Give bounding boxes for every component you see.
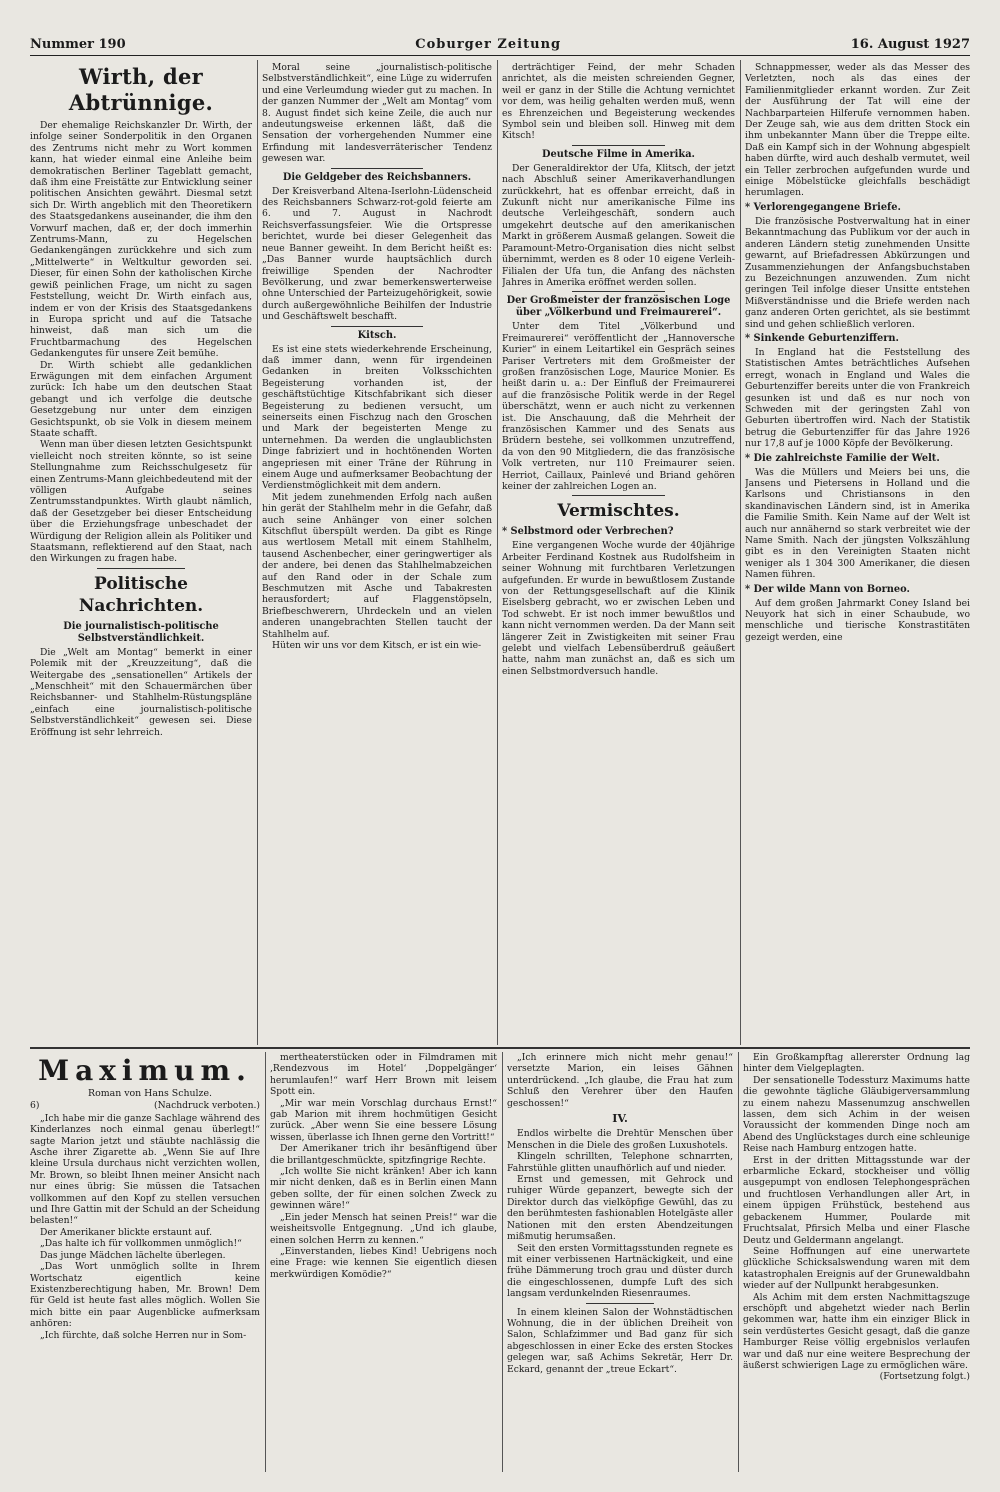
serial-paragraph: Ernst und gemessen, mit Gehrock und ruhiger Würde gepanzert, bewegte sich der Direktor durch das vielköpfige Gewühl, das zu den berühmtesten fashionablen Hotelgäste aller Nationen mit den ersten Abendzeitungen mißmutig herumsaßen.: [507, 1174, 733, 1243]
masthead: [30, 30, 970, 56]
serial-paragraph: Das junge Mädchen lächelte überlegen.: [40, 1249, 226, 1261]
serial-paragraph: „Ein jeder Mensch hat seinen Preis!“ war die weisheitsvolle Entgegnung. „Und ich glaube, einen solchen Herrn zu kennen.“: [270, 1211, 497, 1246]
column-rule: [502, 1052, 503, 1472]
article-paragraph: Eine vergangenen Woche wurde der 40jährige Arbeiter Ferdinand Kostnek aus Rudolfsheim in seiner Wohnung mit furchtbaren Verletzungen aufgefunden. Er wurde in bewußtlosem Zustande von der Rettungsgesellschaft auf die Klinik Eiselsberg gebracht, wo er zwischen Leben und Tod schwebt. Er ist noch immer bewußtlos und kann nicht vernommen werden. Da der Mann seit längerer Zeit in Zwistigkeiten mit seiner Frau gelebt und vielfach Lebensüberdruß geäußert hatte, nahm man zunächst an, daß es sich um einen Selbstmordversuch handle.: [502, 540, 735, 677]
serial-paragraph: „Mir war mein Vorschlag durchaus Ernst!“ gab Marion mit ihrem hochmütigen Gesicht zurück. „Aber wenn Sie eine bessere Lösung wissen, überlasse ich Ihnen gerne den Vortritt!“: [270, 1097, 497, 1143]
article-paragraph: Es ist eine stets wiederkehrende Erscheinung, daß immer dann, wenn für irgendeinen Gedanken in breiten Volksschichten Begeisterung vorhanden ist, der geschäftstüchtige Kitschfabrikant sich dieser Begeisterung zu bedienen versucht, um seinerseits einen Fischzug nach den Groschen und Mark der begeisterten Menge zu unternehmen. Da werden die unglaublichsten Dinge fabriziert und in hochtönenden Worten angepriesen mit einer Träne der Rührung in einem Auge und aufmerksamer Beobachtung der Verdienstmöglichkeit mit dem andern.: [262, 343, 492, 492]
subheading: Die Geldgeber des Reichsbanners.: [282, 171, 472, 183]
column-3: [502, 62, 735, 1042]
article-paragraph: Wenn man über diesen letzten Gesichtspunkt vielleicht noch streiten könnte, so ist seine Stellungnahme zum Reichsschulgesetz für einen Zentrums-Mann gleichbedeutend mit der völligen Aufgabe seines Zentrumsstandpunktes. Wirth glaubt nämlich, daß der Gesetzgeber bei dieser Entscheidung über die Erziehungsfrage unbeschadet der Würdigung der Religion allein als Politiker und Staatsmann, reflektierend auf den Staat, nach den Wirkungen zu fragen habe.: [30, 439, 252, 565]
column-2: [262, 62, 492, 1042]
article-paragraph: Schnappmesser, weder als das Messer des Verletzten, noch als das eines der Familienmitglieder erkannt worden. Zur Zeit der Ausführung der Tat will eine der Nachbarparteien Hilferufe vernommen haben. Der Zeuge sah, wie aus dem dritten Stock ein ihm unbekannter Mann über die Treppe eilte. Daß ein Kampf sich in der Wohnung abgespielt haben dürfte, wird auch deshalb vermutet, weil ein Teller zerbrochen aufgefunden wurde und einige Möbelstücke gleichfalls beschädigt herumlagen.: [745, 62, 970, 199]
serial-paragraph: Erst in der dritten Mittagsstunde war der erbarmliche Eckard, stockheiser und völlig ausgepumpt von endlosen Telephongesprächen und fruchtlosen Verhandlungen aller Art, in einem üppigen Frühstück, bestehend aus gebackenem Hummer, Poularde mit Fruchtsalat, Pfirsich Melba und einer Flasche Deutz und Geldermann angelangt.: [743, 1154, 970, 1246]
subheading: * Verlorengegangene Briefe.: [745, 201, 901, 213]
subheading: * Der wilde Mann von Borneo.: [745, 583, 910, 595]
section-title-misc: Vermischtes.: [557, 501, 680, 522]
article-paragraph: Der Kreisverband Altena-Iserlohn-Lüdenscheid des Reichsbanners Schwarz-rot-gold feierte am 6. und 7. August in Nachrodt Reichsverfassungsfeier. Wie die Ortspresse berichtet, wurde bei dieser Gelegenheit das neue Banner geweiht. In dem Bericht heißt es: „Das Banner wurde hauptsächlich durch freiwillige Spenden der Nachrodter Bevölkerung, und zwar bemerkenswerterweise ohne Unterschied der Parteizugehörigkeit, sowie durch außergewöhnliche Beihilfen der Industrie und Geschäftswelt beschafft.: [262, 185, 492, 323]
serial-paragraph: Der Amerikaner trich ihr besänftigend über die brillantgeschmückte, spitzfingrige Rechte.: [270, 1143, 497, 1166]
column-rule: [738, 1052, 739, 1472]
serial-paragraph: „Das Wort unmöglich sollte in Ihrem Wortschatz eigentlich keine Existenzberechtigung haben, Mr. Brown! Dem für Geld ist heute fast alles möglich. Wollen Sie mich bitte ein paar Augenblicke aufmerksam anhören:: [30, 1261, 260, 1330]
column-1: [30, 62, 252, 1042]
serial-paragraph: mertheaterstücken oder in Filmdramen mit ‚Rendezvous im Hotel‘ ‚Doppelgänger‘ herumlaufen!“ warf Herr Brown mit leisem Spott ein.: [270, 1052, 497, 1098]
serial-paragraph: Seit den ersten Vormittagsstunden regnete es mit einer verbissenen Hartnäckigkeit, und eine frühe Dämmerung troch grau und düster durch die eingeschlossenen, dumpfe Luft des sich langsam verdunkelnden Riesenraumes.: [507, 1242, 733, 1300]
column-4: [745, 62, 970, 1042]
subheading: Deutsche Filme in Amerika.: [542, 148, 695, 160]
serial-byline: Roman von Hans Schulze.: [88, 1088, 212, 1099]
article-paragraph: Die französische Postverwaltung hat in einer Bekanntmachung das Publikum vor der auch in anderen Ländern stetig zunehmenden Unsitte gewarnt, auf Briefadressen Abkürzungen und Zusammenziehungen der Anfangsbuchstaben zu Bezeichnungen anzuwenden. Zum nicht geringen Teil infolge dieser Unsitte entstehen Mißverständnisse und die Briefe werden nach ganz anderen Orten gerichtet, als sie bestimmt sind und gehen schließlich verloren.: [745, 215, 970, 330]
chapter-number: IV.: [612, 1112, 628, 1126]
serial-column-2: [270, 1052, 497, 1477]
article-paragraph: Der ehemalige Reichskanzler Dr. Wirth, der infolge seiner Sonderpolitik in den Organen des Zentrums nicht mehr zu Wort kommen kann, hat wieder einmal eine Anleihe beim demokratischen Berliner Tageblatt gemacht, daß ihm eine Freistätte zur Entwicklung seiner politischen Ansichten gewährt. Diesmal setzt sich Dr. Wirth angeblich mit den Theoretikern des Staatsgedankens auseinander, die ihm den Vorwurf machen, daß er, der doch immerhin Zentrums-Mann, zu Hegelschen Gedankengängen zurückkehre und sich zum „Mittelwerte“ in Weltkultur geworden sei. Dieser, für einen Sohn der katholischen Kirche gewiß peinlichen Frage, um nicht zu sagen Feststellung, weicht Dr. Wirth einfach aus, indem er von der Krisis des Staatsgedankens in Europa spricht und auf die Tatsache hinweist, daß man sich um die Fruchtbarmachung des Hegelschen Gedankengutes für unsere Zeit bemühe.: [30, 120, 252, 360]
article-paragraph: Hüten wir uns vor dem Kitsch, er ist ein wie-: [272, 640, 482, 652]
issue-number: Nummer 190: [30, 37, 126, 52]
serial-paragraph: „Ich fürchte, daß solche Herren nur in Som-: [40, 1329, 247, 1341]
installment-number: 6): [30, 1100, 40, 1112]
divider: [331, 168, 423, 169]
subheading: Die journalistisch-politische Selbstverständlichkeit.: [63, 620, 219, 644]
subheading: Der Großmeister der französischen Loge über „Völkerbund und Freimaurerei“.: [506, 295, 731, 319]
article-paragraph: derträchtiger Feind, der mehr Schaden anrichtet, als die meisten schreienden Gegner, weil er ganz in der Stille die Achtung vernichtet vor dem, was heilig gehalten werden muß, wenn es Ehrenzeichen und Begeisterung weckendes Symbol sein und bleiben soll. Hinweg mit dem Kitsch!: [502, 62, 735, 142]
feuilleton-separator: [30, 1047, 970, 1049]
serial-paragraph: In einem kleinen Salon der Wohnstädtischen Wohnung, die in der üblichen Dreiheit von Salon, Schlafzimmer und Bad ganz für sich abgeschlossen in einer Ecke des ersten Stockes gelegen war, saß Achims Sekretär, Herr Dr. Eckard, genannt der „treue Eckart“.: [507, 1306, 733, 1375]
serial-paragraph: „Ich habe mir die ganze Sachlage während des Kinderlanzes noch einmal genau überlegt!“ sagte Marion jetzt und stäubte nachlässig die Asche ihrer Zigarette ab. „Wenn Sie auf Ihre kleine Ursula durchaus nicht verzichten wollen, Mr. Brown, so bleibt Ihnen meiner Ansicht nach nur eines übrig: Sie müssen die Tatsachen vollkommen auf den Kopf zu stellen versuchen und Ihre Gattin mit der Schuld an der Scheidung belasten!“: [30, 1112, 260, 1227]
serial-title: Maximum.: [38, 1054, 252, 1087]
article-paragraph: Was die Müllers und Meiers bei uns, die Jansens und Pietersens in Holland und die Karlsons und Christiansons in den skandinavischen Ländern sind, ist in Amerika die Familie Smith. Kein Name auf der Welt ist auch nur annähernd so stark verbreitet wie der Name Smith. Nach der jüngsten Volkszählung gibt es in den Vereinigten Staaten nicht weniger als 1 304 300 Amerikaner, die diesen Namen führen.: [745, 466, 970, 581]
serial-column-1: [30, 1052, 260, 1477]
section-title-politics: Politische Nachrichten.: [78, 573, 204, 616]
article-paragraph: Unter dem Titel „Völkerbund und Freimaurerei“ veröffentlicht der „Hannoversche Kurier“ in einem Leitartikel ein Gespräch seines Pariser Vertreters mit dem Großmeister der großen französischen Loge, Maurice Monier. Es heißt darin u. a.: Der Einfluß der Freimaurerei auf die französische Politik werde in der Regel überschätzt, wenn er auch nicht zu verkennen ist. Die Anschauung, daß die Mehrheit der französischen Kammer und des Senats aus Brüdern bestehe, sei vollkommen unzutreffend, da von den 90 Mitgliedern, die das französische Volk vertreten, nur 110 Freimaurer seien. Herriot, Caillaux, Painlevé und Briand gehören keiner der zahlreichen Logen an.: [502, 321, 735, 492]
divider: [572, 495, 665, 496]
article-paragraph: Dr. Wirth schiebt alle gedanklichen Erwägungen mit dem einfachen Argument zurück: Ich habe um den deutschen Staat gebangt und ich verfolge die deutsche Gesetzgebung nur unter dem einzigen Gesichtspunkt, ob sie Volk in diesem meinem Staate schafft.: [30, 359, 252, 439]
serial-column-4: [743, 1052, 970, 1477]
article-paragraph: Mit jedem zunehmenden Erfolg nach außen hin gerät der Stahlhelm mehr in die Gefahr, daß auch seine Anhänger von einer solchen Kitschflut überspült werden. Da gibt es Ringe aus wertlosem Metall mit einem Stahlhelm, tausend Aschenbecher, einer geringwertiger als der andere, bei denen das Stahlhelmabzeichen auf den Rand oder in der Schale zum Beschmutzen mit Asche und Tabakresten herausfordert; auf Flaggenstöpseln, Briefbeschwerern, Uhrdeckeln und an vielen anderen unangebrachten Stellen taucht der Stahlhelm auf.: [262, 491, 492, 640]
column-rule: [497, 60, 498, 1045]
article-paragraph: Moral seine „journalistisch-politische Selbstverständlichkeit“, eine Lüge zu widerrufen und eine Verleumdung wieder gut zu machen. In der ganzen Nummer der „Welt am Montag“ vom 8. August findet sich keine Zeile, die auch nur andeutungsweise erkennen läßt, daß die Sensation der vorhergehenden Nummer eine Erfindung mit landesverräterischer Tendenz gewesen war.: [262, 62, 492, 165]
serial-paragraph: Klingeln schrillten, Telephone schnarrten, Fahrstühle glitten unaufhörlich auf und nieder.: [507, 1151, 733, 1174]
subheading: * Selbstmord oder Verbrechen?: [502, 526, 674, 538]
issue-date: 16. August 1927: [850, 37, 970, 52]
serial-paragraph: „Ich erinnere mich nicht mehr genau!“ versetzte Marion, ein leises Gähnen unterdrückend. „Ich glaube, die Frau hat zum Schluß den Verehrer über den Haufen geschossen!“: [507, 1052, 733, 1109]
article-title-wirth: Wirth, der Abtrünnige.: [68, 64, 214, 115]
article-paragraph: Die „Welt am Montag“ bemerkt in einer Polemik mit der „Kreuzzeitung“, daß die Weitergabe des „sensationellen“ Artikels der „Menschheit“ mit den Schauermärchen über Reichsbanner- und Stahlhelm-Rüstungspläne „einfach eine journalistisch-politische Selbstverständlichkeit“ gewesen sei. Diese Eröffnung ist sehr lehrreich.: [30, 646, 252, 738]
serial-paragraph: Der sensationelle Todessturz Maximums hatte die gewohnte tägliche Gläubigerversammlung zu einem nahezu Massenumzug anschwellen lassen, dem sich Achim in der weisen Voraussicht der kommenden Dinge noch am Abend des Unglückstages durch eine schleunige Reise nach Hamburg entzogen hatte.: [743, 1074, 970, 1155]
serial-paragraph: Endlos wirbelte die Drehtür Menschen über Menschen in die Diele des großen Luxushotels.: [507, 1128, 733, 1151]
serial-paragraph: Ein Großkampftag allererster Ordnung lag hinter dem Vielgeplagten.: [743, 1052, 970, 1075]
serial-paragraph: Als Achim mit dem ersten Nachmittagszuge erschöpft und abgehetzt wieder nach Berlin gekommen war, hatte ihm ein einziger Blick in sein verdüstertes Gesicht gesagt, daß die ganze Hamburger Reise völlig ergebnislos verlaufen war und daß nur eine weitere Besprechung der äußerst schwierigen Lage zu ermöglichen wäre.: [743, 1291, 970, 1371]
divider: [331, 326, 423, 327]
subheading: * Sinkende Geburtenziffern.: [745, 332, 899, 344]
divider: [97, 568, 186, 569]
serial-column-3: [507, 1052, 733, 1477]
serial-paragraph: Seine Hoffnungen auf eine unerwartete glückliche Schicksalswendung waren mit dem katastrophalen Ereignis auf der Grunewaldbahn wieder auf der Nullpunkt herabgesunken.: [743, 1245, 970, 1292]
serial-paragraph: Der Amerikaner blickte erstaunt auf.: [40, 1226, 213, 1238]
divider: [572, 145, 665, 146]
column-rule: [740, 60, 741, 1045]
article-paragraph: Auf dem großen Jahrmarkt Coney Island bei Neuyork hat sich in einer Schaubude, wo menschliche und tierische Konstrastitäten gezeigt werden, eine: [745, 597, 970, 643]
serial-paragraph: „Das halte ich für vollkommen unmöglich!“: [40, 1238, 242, 1250]
divider: [572, 291, 665, 292]
copyright-note: (Nachdruck verboten.): [154, 1100, 260, 1112]
newspaper-name: Coburger Zeitung: [415, 37, 562, 52]
subheading: Kitsch.: [357, 329, 397, 341]
article-paragraph: Der Generaldirektor der Ufa, Klitsch, der jetzt nach Abschluß seiner Amerikaverhandlungen zurückkehrt, hat es offenbar erreicht, daß in Zukunft nicht nur amerikanische Filme ins deutsche Verleihgeschäft, sondern auch umgekehrt deutsche auf den amerikanischen Markt in größerem Ausmaß gelangen. Soweit die Paramount-Metro-Organisation dies nicht selbst übernimmt, werden es 8 oder 10 eigene Verleih-Filialen der Ufa tun, die Anfang des nächsten Jahres in Amerika eröffnet werden sollen.: [502, 162, 735, 288]
article-paragraph: In England hat die Feststellung des Statistischen Amtes beträchtliches Aufsehen erregt, wonach in England und Wales die Geburtenziffer bereits unter die von Frankreich gesunken ist und daß es nur noch von Schweden mit der geringsten Zahl von Geburten übertroffen wird. Nach der Statistik betrug die Geburtenziffer für das Jahre 1926 nur 17,8 auf je 1000 Köpfe der Bevölkerung.: [745, 346, 970, 450]
column-rule: [257, 60, 258, 1045]
column-rule: [265, 1052, 266, 1472]
subheading: * Die zahlreichste Familie der Welt.: [745, 452, 940, 464]
serial-meta: [30, 1100, 260, 1111]
serial-paragraph: „Einverstanden, liebes Kind! Uebrigens noch eine Frage: wie kennen Sie eigentlich diesen merkwürdigen Komödie?“: [270, 1245, 497, 1280]
serial-paragraph: „Ich wollte Sie nicht kränken! Aber ich kann mir nicht denken, daß es in Berlin einen Mann geben sollte, der für einen solchen Zweck zu gewinnen wäre!“: [270, 1166, 497, 1212]
divider: [586, 1303, 654, 1304]
continued-note: (Fortsetzung folgt.): [879, 1371, 970, 1383]
